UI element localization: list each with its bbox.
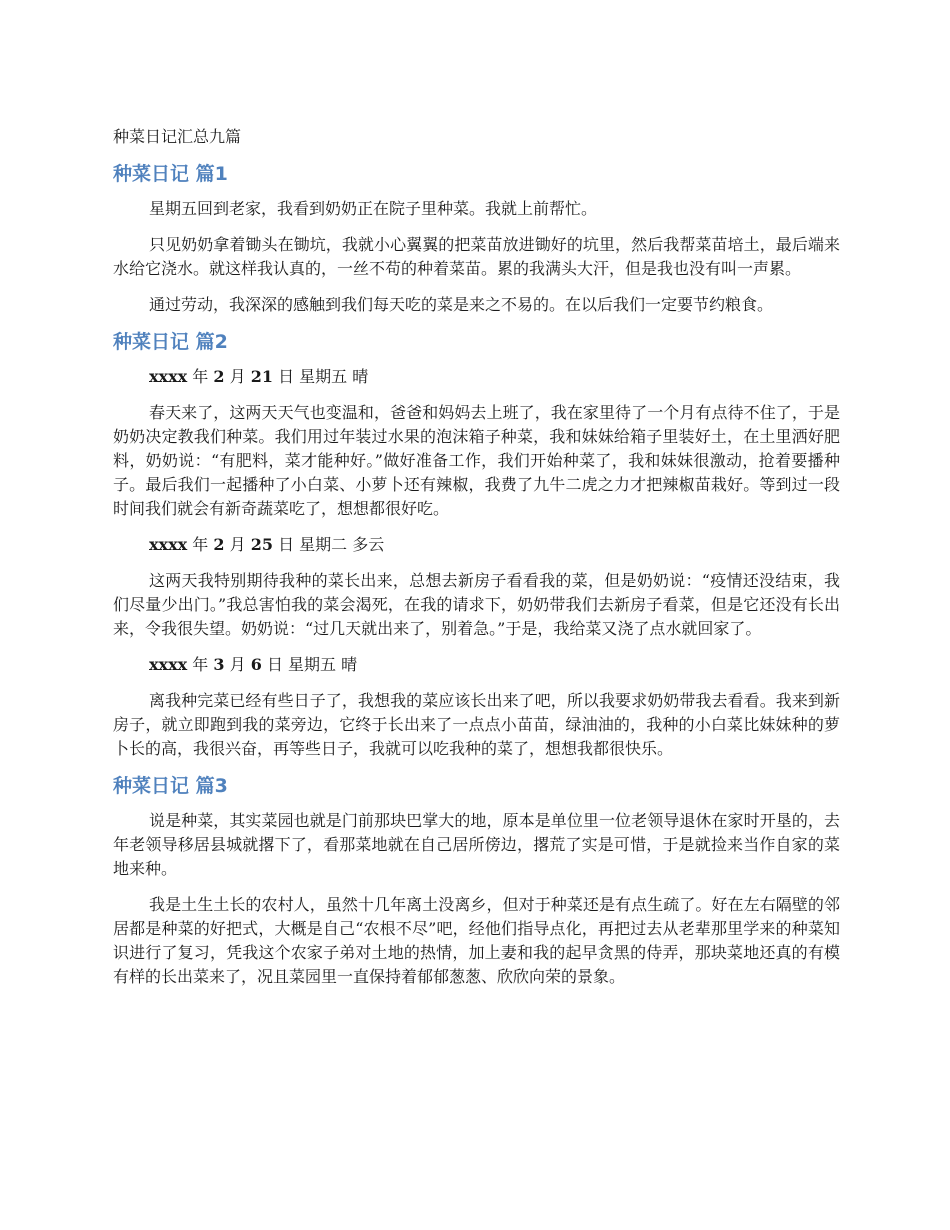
date-month-unit: 月	[229, 367, 246, 386]
date-day-unit: 日	[266, 655, 283, 674]
document-content	[113, 125, 840, 1001]
date-weekday-weather: 星期二 多云	[299, 535, 385, 554]
date-day: 6	[250, 655, 262, 674]
paragraph: 春天来了，这两天天气也变温和，爸爸和妈妈去上班了，我在家里待了一个月有点待不住了，于是奶奶决定教我们种菜。我们用过年装过水果的泡沫箱子种菜，我和妹妹给箱子里装好土，在土里洒好肥料，奶奶说：“有肥料，菜才能种好。”做好准备工作，我们开始种菜了，我和妹妹很激动，抢着要播种子。最后我们一起播种了小白菜、小萝卜还有辣椒，我费了九牛二虎之力才把辣椒苗栽好。等到过一段时间我们就会有新奇蔬菜吃了，想想都很好吃。	[113, 403, 840, 518]
date-year-unit: 年	[192, 535, 209, 554]
date-month-unit: 月	[229, 535, 246, 554]
date-year-unit: 年	[192, 367, 209, 386]
section-3	[113, 773, 840, 989]
paragraph: 只见奶奶拿着锄头在锄坑，我就小心翼翼的把菜苗放进锄好的坑里，然后我帮菜苗培土，最后端来水给它浇水。就这样我认真的，一丝不苟的种着菜苗。累的我满头大汗，但是我也没有叫一声累。	[113, 235, 840, 278]
section-heading: 种菜日记 篇2	[113, 331, 228, 353]
date-weekday-weather: 星期五 晴	[288, 655, 358, 674]
date-year-unit: 年	[192, 655, 209, 674]
date-year: xxxx	[149, 655, 188, 674]
section-2	[113, 329, 840, 761]
date-month: 3	[213, 655, 225, 674]
date-month-unit: 月	[229, 655, 246, 674]
paragraph: 我是土生土长的农村人，虽然十几年离土没离乡，但对于种菜还是有点生疏了。好在左右隔壁的邻居都是种菜的好把式，大概是自己“农根不尽”吧，经他们指导点化，再把过去从老辈那里学来的种菜知识进行了复习，凭我这个农家子弟对土地的热情，加上妻和我的起早贪黑的侍弄，那块菜地还真的有模有样的长出菜来了，况且菜园里一直保持着郁郁葱葱、欣欣向荣的景象。	[113, 895, 840, 986]
date-month: 2	[213, 535, 225, 554]
paragraph: 这两天我特别期待我种的菜长出来，总想去新房子看看我的菜，但是奶奶说：“疫情还没结束，我们尽量少出门。”我总害怕我的菜会渴死，在我的请求下，奶奶带我们去新房子看菜，但是它还没有长出来，令我很失望。奶奶说：“过几天就出来了，别着急。”于是，我给菜又浇了点水就回家了。	[113, 571, 840, 638]
paragraph: 通过劳动，我深深的感触到我们每天吃的菜是来之不易的。在以后我们一定要节约粮食。	[149, 295, 774, 314]
date-day-unit: 日	[278, 367, 295, 386]
date-day: 21	[250, 367, 273, 386]
paragraph: 说是种菜，其实菜园也就是门前那块巴掌大的地，原本是单位里一位老领导退休在家时开垦的，去年老领导移居县城就撂下了，看那菜地就在自己居所傍边，撂荒了实是可惜，于是就捡来当作自家的菜地来种。	[113, 811, 840, 878]
diary-date	[113, 653, 840, 677]
diary-date	[113, 533, 840, 557]
section-heading: 种菜日记 篇1	[113, 163, 228, 185]
section-heading: 种菜日记 篇3	[113, 775, 228, 797]
date-year: xxxx	[149, 367, 188, 386]
date-day-unit: 日	[278, 535, 295, 554]
date-weekday-weather: 星期五 晴	[299, 367, 369, 386]
paragraph: 离我种完菜已经有些日子了，我想我的菜应该长出来了吧，所以我要求奶奶带我去看看。我来到新房子，就立即跑到我的菜旁边，它终于长出来了一点点小苗苗，绿油油的，我种的小白菜比妹妹种的萝卜长的高，我很兴奋，再等些日子，我就可以吃我种的菜了，想想我都很快乐。	[113, 691, 840, 758]
date-day: 25	[250, 535, 273, 554]
section-1	[113, 161, 840, 317]
document-title: 种菜日记汇总九篇	[113, 127, 242, 146]
date-month: 2	[213, 367, 225, 386]
paragraph: 星期五回到老家，我看到奶奶正在院子里种菜。我就上前帮忙。	[149, 199, 598, 218]
date-year: xxxx	[149, 535, 188, 554]
diary-date	[113, 365, 840, 389]
